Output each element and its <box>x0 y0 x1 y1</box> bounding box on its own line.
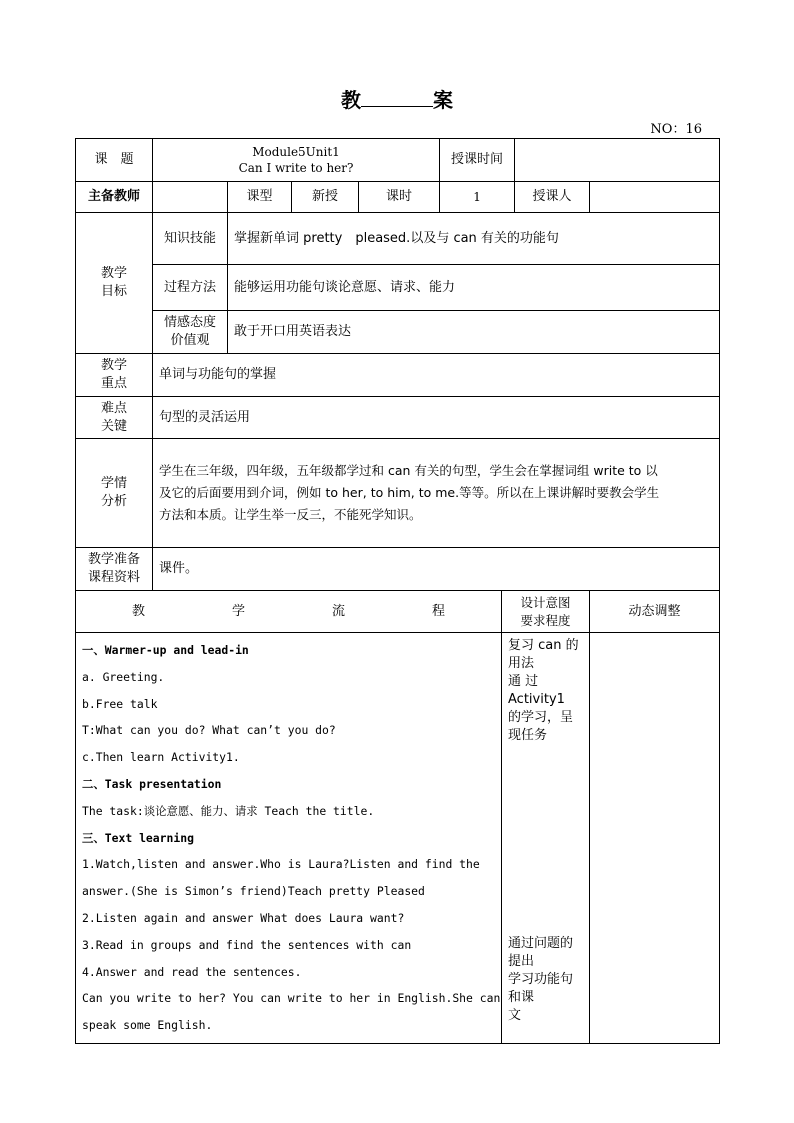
row-materials <box>76 548 720 591</box>
flow-line: 3.Read in groups and find the sentences with can <box>82 937 412 952</box>
design-intent-header-line1: 设计意图 <box>520 594 571 610</box>
analysis-line1: 学生在三年级，四年级，五年级都学过和 can 有关的句型，学生会在掌握词组 write to 以 <box>159 463 658 478</box>
flow-line: 2.Listen again and answer What does Laura want? <box>82 910 405 925</box>
design-intent-header-line2: 要求程度 <box>520 612 571 628</box>
hours-label: 课时 <box>359 182 440 213</box>
difficulties-label-line1: 难点 <box>100 400 127 416</box>
course-label: 课 题 <box>76 139 153 182</box>
attitude-label-line1: 情感态度 <box>163 315 216 330</box>
flow-header-char-4: 程 <box>432 603 446 619</box>
materials-label-line2: 课程资料 <box>87 570 140 585</box>
process-label: 过程方法 <box>153 265 228 311</box>
design-intent-header <box>502 591 590 633</box>
difficulties-value: 句型的灵活运用 <box>153 397 720 439</box>
flow-line: The task:谈论意愿、能力、请求 Teach the title. <box>82 803 375 818</box>
row-course <box>76 139 720 182</box>
analysis-line2: 及它的后面要用到介词，例如 to her, to him, to me.等等。所以在上课讲解时要教会学生 <box>159 485 660 500</box>
lesson-plan-table <box>75 138 720 1044</box>
title-right-char: 案 <box>433 88 453 112</box>
lecturer-value <box>590 182 720 213</box>
flow-line: 三、Text learning <box>82 830 194 845</box>
row-teacher <box>76 182 720 213</box>
attitude-label-line2: 价值观 <box>170 333 210 348</box>
document-title <box>0 84 794 113</box>
intent-a-line1: 复习 can 的用法 <box>508 638 579 671</box>
attitude-label <box>153 311 228 354</box>
intent-spacer <box>508 745 583 935</box>
title-left-char: 教 <box>341 88 361 112</box>
flow-content <box>76 633 502 1044</box>
hours-value: 1 <box>440 182 515 213</box>
analysis-label-line1: 学情 <box>100 476 127 491</box>
time-value <box>515 139 720 182</box>
flow-header-char-2: 学 <box>232 603 246 619</box>
key-points-label-line1: 教学 <box>100 358 127 373</box>
design-intent-content <box>502 633 590 1044</box>
flow-line: 一、Warmer-up and lead-in <box>82 643 249 657</box>
flow-line: T:What can you do? What can’t you do? <box>82 723 336 738</box>
flow-line: a. Greeting. <box>82 669 165 684</box>
process-value: 能够运用功能句谈论意愿、请求、能力 <box>228 265 720 311</box>
flow-line: c.Then learn Activity1. <box>82 750 240 765</box>
analysis-label <box>76 439 153 548</box>
row-key-points <box>76 354 720 397</box>
intent-a-line2: 通 过 Activity1 <box>508 674 565 707</box>
flow-line: 4.Answer and read the sentences. <box>82 964 302 979</box>
teacher-label: 主备教师 <box>76 182 153 213</box>
analysis-value <box>153 439 720 548</box>
dynamic-adjust-content <box>590 633 720 1044</box>
flow-line: b.Free talk <box>82 696 158 711</box>
difficulties-label <box>76 397 153 439</box>
intent-b-line2: 学习功能句和课 <box>508 972 574 1005</box>
title-underline <box>361 102 433 107</box>
row-analysis <box>76 439 720 548</box>
flow-line: Can you write to her? You can write to her in English.She can <box>82 991 501 1006</box>
flow-line: 1.Watch,listen and answer.Who is Laura?Listen and find the <box>82 857 480 872</box>
row-objective-process <box>76 265 720 311</box>
row-objective-attitude <box>76 311 720 354</box>
materials-value: 课件。 <box>153 548 720 591</box>
flow-header-char-1: 教 <box>132 603 146 619</box>
flow-line: answer.(She is Simon’s friend)Teach pretty Pleased <box>82 884 425 899</box>
knowledge-value: 掌握新单词 pretty pleased.以及与 can 有关的功能句 <box>228 213 720 265</box>
flow-header-title <box>76 591 502 633</box>
teacher-value <box>153 182 228 213</box>
intent-b-line1: 通过问题的提出 <box>508 936 574 969</box>
attitude-value: 敢于开口用英语表达 <box>228 311 720 354</box>
time-label: 授课时间 <box>440 139 515 182</box>
dynamic-adjust-header: 动态调整 <box>590 591 720 633</box>
materials-label-line1: 教学准备 <box>87 552 140 567</box>
lecturer-label: 授课人 <box>515 182 590 213</box>
document-number: NO：16 <box>650 122 702 137</box>
key-points-label <box>76 354 153 397</box>
type-label: 课型 <box>228 182 292 213</box>
flow-line: 二、Task presentation <box>82 776 222 791</box>
difficulties-label-line2: 关键 <box>100 418 127 434</box>
analysis-label-line2: 分析 <box>100 494 127 509</box>
type-value: 新授 <box>292 182 359 213</box>
course-title-line1: Module5Unit1 <box>252 145 340 159</box>
intent-b-line3: 文 <box>508 1008 522 1023</box>
objectives-label-line1: 教学 <box>100 266 127 281</box>
knowledge-label: 知识技能 <box>153 213 228 265</box>
row-flow-body <box>76 633 720 1044</box>
row-difficulties <box>76 397 720 439</box>
intent-a-line3: 的学习，呈现任务 <box>508 710 574 743</box>
course-title <box>153 139 440 182</box>
objectives-label-line2: 目标 <box>100 284 127 299</box>
row-objective-knowledge <box>76 213 720 265</box>
flow-header-char-3: 流 <box>332 603 346 619</box>
course-title-line2: Can I write to her? <box>238 161 354 175</box>
key-points-value: 单词与功能句的掌握 <box>153 354 720 397</box>
objectives-label <box>76 213 153 354</box>
analysis-line3: 方法和本质。让学生举一反三，不能死学知识。 <box>159 507 422 522</box>
row-flow-header <box>76 591 720 633</box>
flow-line: speak some English. <box>82 1018 213 1033</box>
key-points-label-line2: 重点 <box>100 376 127 391</box>
materials-label <box>76 548 153 591</box>
